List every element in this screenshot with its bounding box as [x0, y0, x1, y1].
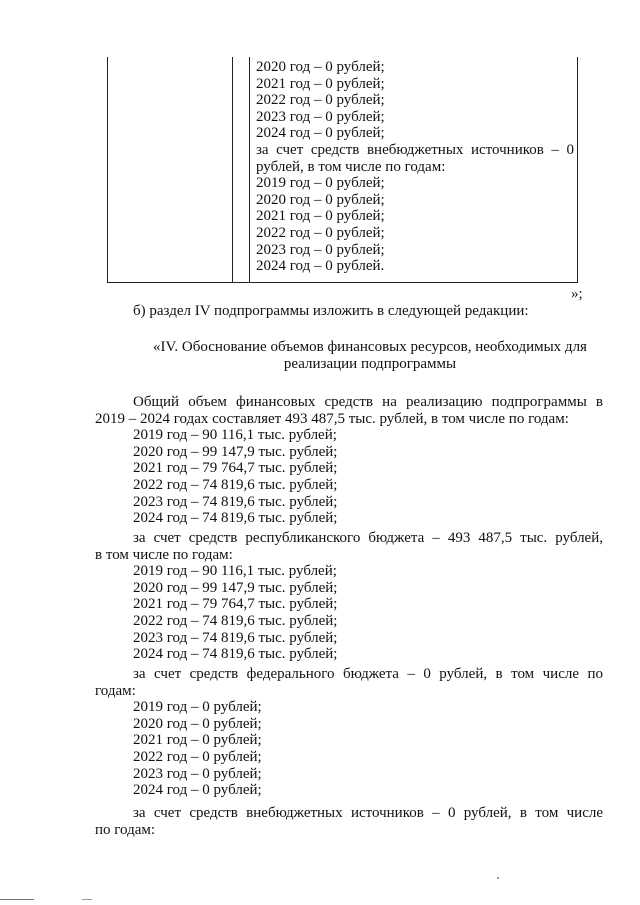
- closing-quote: »;: [571, 286, 583, 302]
- year-line: 2020 год – 99 147,9 тыс. рублей;: [133, 443, 338, 460]
- table-line: 2021 год – 0 рублей;: [256, 208, 385, 225]
- table-divider: [232, 57, 233, 282]
- year-line: 2024 год – 74 819,6 тыс. рублей;: [133, 510, 338, 527]
- year-line: 2020 год – 0 рублей;: [133, 715, 262, 732]
- table-line: 2024 год – 0 рублей.: [256, 258, 385, 275]
- paragraph-line: Общий объем финансовых средств на реализацию подпрограммы в: [133, 394, 603, 410]
- heading-line: реализации подпрограммы: [283, 355, 457, 372]
- table-line: за счет средств внебюджетных источников – 0: [256, 141, 574, 158]
- paragraph-line: по годам:: [95, 821, 156, 838]
- year-line: 2023 год – 74 819,6 тыс. рублей;: [133, 493, 338, 510]
- scan-artifact-dot: [497, 877, 499, 879]
- year-line: 2021 год – 79 764,7 тыс. рублей;: [133, 596, 338, 613]
- year-line: 2022 год – 74 819,6 тыс. рублей;: [133, 476, 338, 493]
- year-line: 2019 год – 0 рублей;: [133, 699, 262, 716]
- table-line: 2020 год – 0 рублей;: [256, 191, 385, 208]
- paragraph-line: 2019 – 2024 годах составляет 493 487,5 тыс. рублей, в том числе по годам:: [95, 410, 569, 427]
- heading-line: «IV. Обоснование объемов финансовых ресурсов, необходимых для: [153, 339, 587, 355]
- table-divider: [249, 57, 250, 282]
- table-line: 2024 год – 0 рублей;: [256, 125, 385, 142]
- table-line: 2020 год – 0 рублей;: [256, 59, 385, 75]
- federal-budget-paragraph: [95, 666, 603, 799]
- year-line: 2021 год – 0 рублей;: [133, 732, 262, 749]
- year-line: 2021 год – 79 764,7 тыс. рублей;: [133, 460, 338, 477]
- scan-artifact-line: [0, 899, 34, 900]
- paragraph-line: за счет средств внебюджетных источников – 0 рублей, в том числе: [133, 805, 603, 821]
- extrabudget-paragraph: [95, 805, 603, 838]
- year-line: 2022 год – 74 819,6 тыс. рублей;: [133, 612, 338, 629]
- year-line: 2019 год – 90 116,1 тыс. рублей;: [133, 563, 337, 580]
- year-line: 2023 год – 0 рублей;: [133, 765, 262, 782]
- paragraph-line: за счет средств республиканского бюджета – 493 487,5 тыс. рублей,: [133, 530, 603, 546]
- table-line: 2023 год – 0 рублей;: [256, 241, 385, 258]
- section-heading: [130, 339, 610, 372]
- scan-artifact-line: [82, 899, 92, 900]
- paragraph-line: в том числе по годам:: [95, 546, 233, 563]
- table-line: 2023 год – 0 рублей;: [256, 108, 385, 125]
- year-line: 2019 год – 90 116,1 тыс. рублей;: [133, 427, 337, 444]
- year-line: 2020 год – 99 147,9 тыс. рублей;: [133, 579, 338, 596]
- total-funding-paragraph: [95, 394, 603, 527]
- year-line: 2024 год – 74 819,6 тыс. рублей;: [133, 646, 338, 663]
- funding-table-fragment: [107, 57, 578, 283]
- table-line: 2022 год – 0 рублей;: [256, 92, 385, 109]
- table-line: 2019 год – 0 рублей;: [256, 175, 385, 192]
- paragraph-line: годам:: [95, 682, 136, 699]
- table-line: 2021 год – 0 рублей;: [256, 75, 385, 92]
- year-line: 2024 год – 0 рублей;: [133, 782, 262, 799]
- table-line: рублей, в том числе по годам:: [256, 158, 446, 175]
- year-line: 2023 год – 74 819,6 тыс. рублей;: [133, 629, 338, 646]
- republic-budget-paragraph: [95, 530, 603, 663]
- table-cell-funding: [256, 59, 574, 275]
- table-line: 2022 год – 0 рублей;: [256, 224, 385, 241]
- paragraph-line: за счет средств федерального бюджета – 0 рублей, в том числе по: [133, 666, 603, 682]
- clause-b-text: б) раздел IV подпрограммы изложить в следующей редакции:: [133, 303, 529, 319]
- year-line: 2022 год – 0 рублей;: [133, 748, 262, 765]
